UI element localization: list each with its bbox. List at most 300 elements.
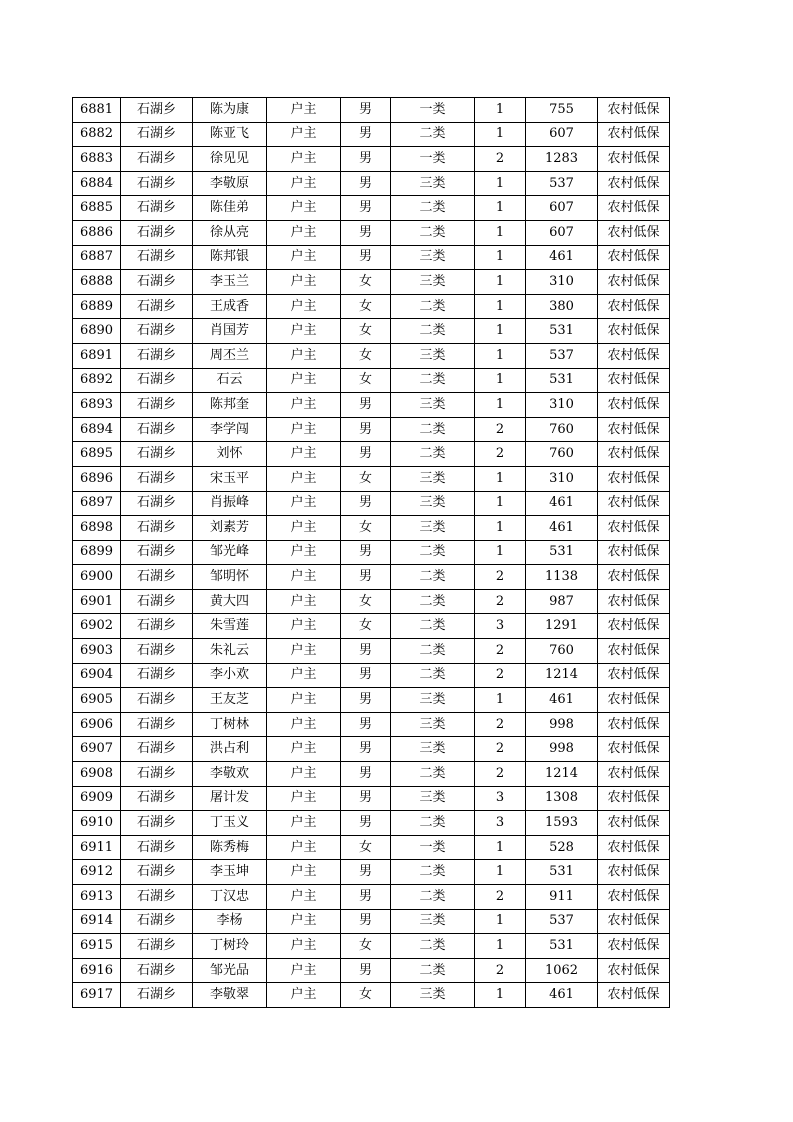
household-size-cell: 1 (475, 934, 526, 959)
relation-cell: 户主 (267, 983, 341, 1008)
household-size-cell: 1 (475, 368, 526, 393)
relation-cell: 户主 (267, 786, 341, 811)
household-size-cell: 1 (475, 245, 526, 270)
category-cell: 三类 (391, 270, 475, 295)
aid-type-cell: 农村低保 (598, 343, 670, 368)
serial-number-cell: 6905 (73, 688, 121, 713)
amount-cell: 461 (526, 688, 598, 713)
amount-cell: 461 (526, 245, 598, 270)
table-row (73, 712, 670, 737)
gender-cell: 男 (341, 171, 391, 196)
aid-type-cell: 农村低保 (598, 762, 670, 787)
category-cell: 三类 (391, 491, 475, 516)
gender-cell: 女 (341, 589, 391, 614)
relation-cell: 户主 (267, 393, 341, 418)
table-row (73, 98, 670, 123)
gender-cell: 男 (341, 860, 391, 885)
gender-cell: 男 (341, 122, 391, 147)
name-cell: 朱雪莲 (193, 614, 267, 639)
aid-type-cell: 农村低保 (598, 245, 670, 270)
category-cell: 三类 (391, 909, 475, 934)
serial-number-cell: 6914 (73, 909, 121, 934)
name-cell: 丁树林 (193, 712, 267, 737)
category-cell: 二类 (391, 368, 475, 393)
table-row (73, 220, 670, 245)
aid-type-cell: 农村低保 (598, 491, 670, 516)
table-row (73, 540, 670, 565)
amount-cell: 760 (526, 442, 598, 467)
relation-cell: 户主 (267, 909, 341, 934)
aid-type-cell: 农村低保 (598, 958, 670, 983)
township-cell: 石湖乡 (121, 983, 193, 1008)
name-cell: 李敬翠 (193, 983, 267, 1008)
township-cell: 石湖乡 (121, 885, 193, 910)
category-cell: 二类 (391, 417, 475, 442)
name-cell: 邹明怀 (193, 565, 267, 590)
relation-cell: 户主 (267, 196, 341, 221)
aid-type-cell: 农村低保 (598, 565, 670, 590)
aid-type-cell: 农村低保 (598, 417, 670, 442)
aid-type-cell: 农村低保 (598, 589, 670, 614)
township-cell: 石湖乡 (121, 639, 193, 664)
amount-cell: 1062 (526, 958, 598, 983)
table-row (73, 343, 670, 368)
gender-cell: 男 (341, 639, 391, 664)
category-cell: 三类 (391, 712, 475, 737)
household-size-cell: 3 (475, 786, 526, 811)
serial-number-cell: 6910 (73, 811, 121, 836)
gender-cell: 男 (341, 958, 391, 983)
category-cell: 三类 (391, 983, 475, 1008)
category-cell: 二类 (391, 565, 475, 590)
township-cell: 石湖乡 (121, 196, 193, 221)
gender-cell: 女 (341, 466, 391, 491)
amount-cell: 760 (526, 417, 598, 442)
name-cell: 黄大四 (193, 589, 267, 614)
aid-type-cell: 农村低保 (598, 368, 670, 393)
name-cell: 刘素芳 (193, 516, 267, 541)
amount-cell: 1138 (526, 565, 598, 590)
gender-cell: 男 (341, 688, 391, 713)
relation-cell: 户主 (267, 147, 341, 172)
serial-number-cell: 6913 (73, 885, 121, 910)
relation-cell: 户主 (267, 885, 341, 910)
table-row (73, 245, 670, 270)
relation-cell: 户主 (267, 639, 341, 664)
gender-cell: 男 (341, 245, 391, 270)
table-row (73, 589, 670, 614)
relation-cell: 户主 (267, 368, 341, 393)
amount-cell: 528 (526, 835, 598, 860)
household-size-cell: 1 (475, 491, 526, 516)
household-size-cell: 2 (475, 737, 526, 762)
name-cell: 李玉坤 (193, 860, 267, 885)
table-row (73, 909, 670, 934)
category-cell: 二类 (391, 540, 475, 565)
township-cell: 石湖乡 (121, 442, 193, 467)
relation-cell: 户主 (267, 245, 341, 270)
category-cell: 三类 (391, 343, 475, 368)
relation-cell: 户主 (267, 466, 341, 491)
gender-cell: 男 (341, 762, 391, 787)
household-size-cell: 3 (475, 614, 526, 639)
table-row (73, 860, 670, 885)
table-row (73, 491, 670, 516)
gender-cell: 女 (341, 319, 391, 344)
category-cell: 一类 (391, 835, 475, 860)
name-cell: 屠计发 (193, 786, 267, 811)
aid-type-cell: 农村低保 (598, 393, 670, 418)
relation-cell: 户主 (267, 516, 341, 541)
name-cell: 李学闯 (193, 417, 267, 442)
beneficiary-table (72, 97, 670, 1008)
household-size-cell: 1 (475, 860, 526, 885)
aid-type-cell: 农村低保 (598, 688, 670, 713)
relation-cell: 户主 (267, 737, 341, 762)
name-cell: 刘怀 (193, 442, 267, 467)
township-cell: 石湖乡 (121, 762, 193, 787)
gender-cell: 女 (341, 983, 391, 1008)
category-cell: 二类 (391, 442, 475, 467)
category-cell: 三类 (391, 466, 475, 491)
household-size-cell: 1 (475, 98, 526, 123)
name-cell: 李杨 (193, 909, 267, 934)
amount-cell: 607 (526, 122, 598, 147)
household-size-cell: 2 (475, 417, 526, 442)
table-row (73, 737, 670, 762)
serial-number-cell: 6883 (73, 147, 121, 172)
amount-cell: 1214 (526, 762, 598, 787)
name-cell: 李玉兰 (193, 270, 267, 295)
category-cell: 二类 (391, 614, 475, 639)
serial-number-cell: 6907 (73, 737, 121, 762)
aid-type-cell: 农村低保 (598, 663, 670, 688)
amount-cell: 310 (526, 270, 598, 295)
serial-number-cell: 6897 (73, 491, 121, 516)
serial-number-cell: 6911 (73, 835, 121, 860)
table-row (73, 639, 670, 664)
household-size-cell: 1 (475, 343, 526, 368)
aid-type-cell: 农村低保 (598, 983, 670, 1008)
gender-cell: 女 (341, 614, 391, 639)
name-cell: 丁汉忠 (193, 885, 267, 910)
amount-cell: 461 (526, 516, 598, 541)
household-size-cell: 1 (475, 983, 526, 1008)
township-cell: 石湖乡 (121, 466, 193, 491)
table-row (73, 171, 670, 196)
table-row (73, 762, 670, 787)
aid-type-cell: 农村低保 (598, 639, 670, 664)
relation-cell: 户主 (267, 565, 341, 590)
township-cell: 石湖乡 (121, 122, 193, 147)
category-cell: 二类 (391, 811, 475, 836)
township-cell: 石湖乡 (121, 565, 193, 590)
relation-cell: 户主 (267, 835, 341, 860)
category-cell: 三类 (391, 737, 475, 762)
aid-type-cell: 农村低保 (598, 786, 670, 811)
relation-cell: 户主 (267, 934, 341, 959)
aid-type-cell: 农村低保 (598, 614, 670, 639)
gender-cell: 男 (341, 540, 391, 565)
relation-cell: 户主 (267, 343, 341, 368)
name-cell: 邹光品 (193, 958, 267, 983)
relation-cell: 户主 (267, 663, 341, 688)
gender-cell: 男 (341, 712, 391, 737)
aid-type-cell: 农村低保 (598, 835, 670, 860)
category-cell: 一类 (391, 147, 475, 172)
serial-number-cell: 6887 (73, 245, 121, 270)
amount-cell: 537 (526, 171, 598, 196)
amount-cell: 1593 (526, 811, 598, 836)
aid-type-cell: 农村低保 (598, 737, 670, 762)
aid-type-cell: 农村低保 (598, 122, 670, 147)
serial-number-cell: 6892 (73, 368, 121, 393)
amount-cell: 537 (526, 909, 598, 934)
serial-number-cell: 6904 (73, 663, 121, 688)
relation-cell: 户主 (267, 442, 341, 467)
amount-cell: 531 (526, 860, 598, 885)
category-cell: 三类 (391, 393, 475, 418)
serial-number-cell: 6899 (73, 540, 121, 565)
category-cell: 三类 (391, 171, 475, 196)
amount-cell: 607 (526, 196, 598, 221)
household-size-cell: 1 (475, 466, 526, 491)
aid-type-cell: 农村低保 (598, 712, 670, 737)
category-cell: 二类 (391, 639, 475, 664)
serial-number-cell: 6890 (73, 319, 121, 344)
table-row (73, 688, 670, 713)
aid-type-cell: 农村低保 (598, 171, 670, 196)
relation-cell: 户主 (267, 294, 341, 319)
category-cell: 二类 (391, 589, 475, 614)
name-cell: 石云 (193, 368, 267, 393)
relation-cell: 户主 (267, 491, 341, 516)
township-cell: 石湖乡 (121, 958, 193, 983)
category-cell: 二类 (391, 122, 475, 147)
aid-type-cell: 农村低保 (598, 220, 670, 245)
category-cell: 二类 (391, 196, 475, 221)
township-cell: 石湖乡 (121, 540, 193, 565)
table-row (73, 958, 670, 983)
serial-number-cell: 6884 (73, 171, 121, 196)
township-cell: 石湖乡 (121, 835, 193, 860)
serial-number-cell: 6882 (73, 122, 121, 147)
amount-cell: 380 (526, 294, 598, 319)
relation-cell: 户主 (267, 712, 341, 737)
household-size-cell: 2 (475, 958, 526, 983)
serial-number-cell: 6898 (73, 516, 121, 541)
table-row (73, 614, 670, 639)
table-row (73, 294, 670, 319)
aid-type-cell: 农村低保 (598, 811, 670, 836)
aid-type-cell: 农村低保 (598, 540, 670, 565)
serial-number-cell: 6894 (73, 417, 121, 442)
relation-cell: 户主 (267, 319, 341, 344)
amount-cell: 911 (526, 885, 598, 910)
serial-number-cell: 6916 (73, 958, 121, 983)
serial-number-cell: 6917 (73, 983, 121, 1008)
table-row (73, 835, 670, 860)
category-cell: 二类 (391, 319, 475, 344)
household-size-cell: 1 (475, 270, 526, 295)
serial-number-cell: 6893 (73, 393, 121, 418)
relation-cell: 户主 (267, 860, 341, 885)
category-cell: 二类 (391, 860, 475, 885)
serial-number-cell: 6915 (73, 934, 121, 959)
table-row (73, 663, 670, 688)
category-cell: 二类 (391, 663, 475, 688)
aid-type-cell: 农村低保 (598, 466, 670, 491)
serial-number-cell: 6902 (73, 614, 121, 639)
table-row (73, 466, 670, 491)
township-cell: 石湖乡 (121, 220, 193, 245)
serial-number-cell: 6886 (73, 220, 121, 245)
name-cell: 徐见见 (193, 147, 267, 172)
amount-cell: 998 (526, 737, 598, 762)
township-cell: 石湖乡 (121, 688, 193, 713)
amount-cell: 461 (526, 491, 598, 516)
amount-cell: 537 (526, 343, 598, 368)
township-cell: 石湖乡 (121, 294, 193, 319)
name-cell: 王友芝 (193, 688, 267, 713)
serial-number-cell: 6912 (73, 860, 121, 885)
household-size-cell: 1 (475, 220, 526, 245)
gender-cell: 女 (341, 270, 391, 295)
township-cell: 石湖乡 (121, 393, 193, 418)
aid-type-cell: 农村低保 (598, 270, 670, 295)
amount-cell: 461 (526, 983, 598, 1008)
gender-cell: 男 (341, 663, 391, 688)
category-cell: 二类 (391, 934, 475, 959)
table-row (73, 565, 670, 590)
township-cell: 石湖乡 (121, 737, 193, 762)
township-cell: 石湖乡 (121, 491, 193, 516)
aid-type-cell: 农村低保 (598, 885, 670, 910)
household-size-cell: 1 (475, 294, 526, 319)
amount-cell: 1308 (526, 786, 598, 811)
name-cell: 肖振峰 (193, 491, 267, 516)
name-cell: 丁玉义 (193, 811, 267, 836)
household-size-cell: 1 (475, 688, 526, 713)
gender-cell: 男 (341, 786, 391, 811)
table-row (73, 811, 670, 836)
relation-cell: 户主 (267, 270, 341, 295)
amount-cell: 531 (526, 319, 598, 344)
township-cell: 石湖乡 (121, 417, 193, 442)
township-cell: 石湖乡 (121, 343, 193, 368)
amount-cell: 755 (526, 98, 598, 123)
relation-cell: 户主 (267, 958, 341, 983)
aid-type-cell: 农村低保 (598, 516, 670, 541)
table-row (73, 368, 670, 393)
household-size-cell: 1 (475, 516, 526, 541)
household-size-cell: 1 (475, 835, 526, 860)
township-cell: 石湖乡 (121, 811, 193, 836)
gender-cell: 男 (341, 98, 391, 123)
gender-cell: 男 (341, 491, 391, 516)
gender-cell: 女 (341, 368, 391, 393)
serial-number-cell: 6889 (73, 294, 121, 319)
name-cell: 邹光峰 (193, 540, 267, 565)
township-cell: 石湖乡 (121, 270, 193, 295)
table-row (73, 983, 670, 1008)
table-row (73, 934, 670, 959)
gender-cell: 女 (341, 516, 391, 541)
name-cell: 朱礼云 (193, 639, 267, 664)
name-cell: 洪占利 (193, 737, 267, 762)
category-cell: 一类 (391, 98, 475, 123)
table-row (73, 393, 670, 418)
household-size-cell: 2 (475, 762, 526, 787)
table-row (73, 786, 670, 811)
household-size-cell: 1 (475, 909, 526, 934)
household-size-cell: 2 (475, 442, 526, 467)
category-cell: 三类 (391, 245, 475, 270)
serial-number-cell: 6909 (73, 786, 121, 811)
table-row (73, 516, 670, 541)
aid-type-cell: 农村低保 (598, 909, 670, 934)
township-cell: 石湖乡 (121, 712, 193, 737)
amount-cell: 310 (526, 466, 598, 491)
gender-cell: 男 (341, 811, 391, 836)
gender-cell: 男 (341, 417, 391, 442)
household-size-cell: 3 (475, 811, 526, 836)
aid-type-cell: 农村低保 (598, 860, 670, 885)
township-cell: 石湖乡 (121, 589, 193, 614)
serial-number-cell: 6906 (73, 712, 121, 737)
household-size-cell: 2 (475, 885, 526, 910)
household-size-cell: 1 (475, 393, 526, 418)
gender-cell: 男 (341, 565, 391, 590)
relation-cell: 户主 (267, 589, 341, 614)
gender-cell: 男 (341, 196, 391, 221)
relation-cell: 户主 (267, 688, 341, 713)
category-cell: 三类 (391, 786, 475, 811)
name-cell: 李敬原 (193, 171, 267, 196)
serial-number-cell: 6891 (73, 343, 121, 368)
table-row (73, 196, 670, 221)
category-cell: 二类 (391, 885, 475, 910)
aid-type-cell: 农村低保 (598, 98, 670, 123)
category-cell: 三类 (391, 688, 475, 713)
household-size-cell: 1 (475, 540, 526, 565)
serial-number-cell: 6896 (73, 466, 121, 491)
serial-number-cell: 6901 (73, 589, 121, 614)
table-row (73, 442, 670, 467)
serial-number-cell: 6885 (73, 196, 121, 221)
amount-cell: 531 (526, 540, 598, 565)
name-cell: 周丕兰 (193, 343, 267, 368)
household-size-cell: 1 (475, 196, 526, 221)
relation-cell: 户主 (267, 540, 341, 565)
township-cell: 石湖乡 (121, 614, 193, 639)
name-cell: 陈为康 (193, 98, 267, 123)
table-row (73, 147, 670, 172)
amount-cell: 1283 (526, 147, 598, 172)
township-cell: 石湖乡 (121, 860, 193, 885)
household-size-cell: 2 (475, 589, 526, 614)
township-cell: 石湖乡 (121, 319, 193, 344)
name-cell: 陈邦奎 (193, 393, 267, 418)
table-row (73, 417, 670, 442)
township-cell: 石湖乡 (121, 516, 193, 541)
name-cell: 丁树玲 (193, 934, 267, 959)
township-cell: 石湖乡 (121, 98, 193, 123)
aid-type-cell: 农村低保 (598, 442, 670, 467)
amount-cell: 987 (526, 589, 598, 614)
category-cell: 三类 (391, 516, 475, 541)
relation-cell: 户主 (267, 614, 341, 639)
